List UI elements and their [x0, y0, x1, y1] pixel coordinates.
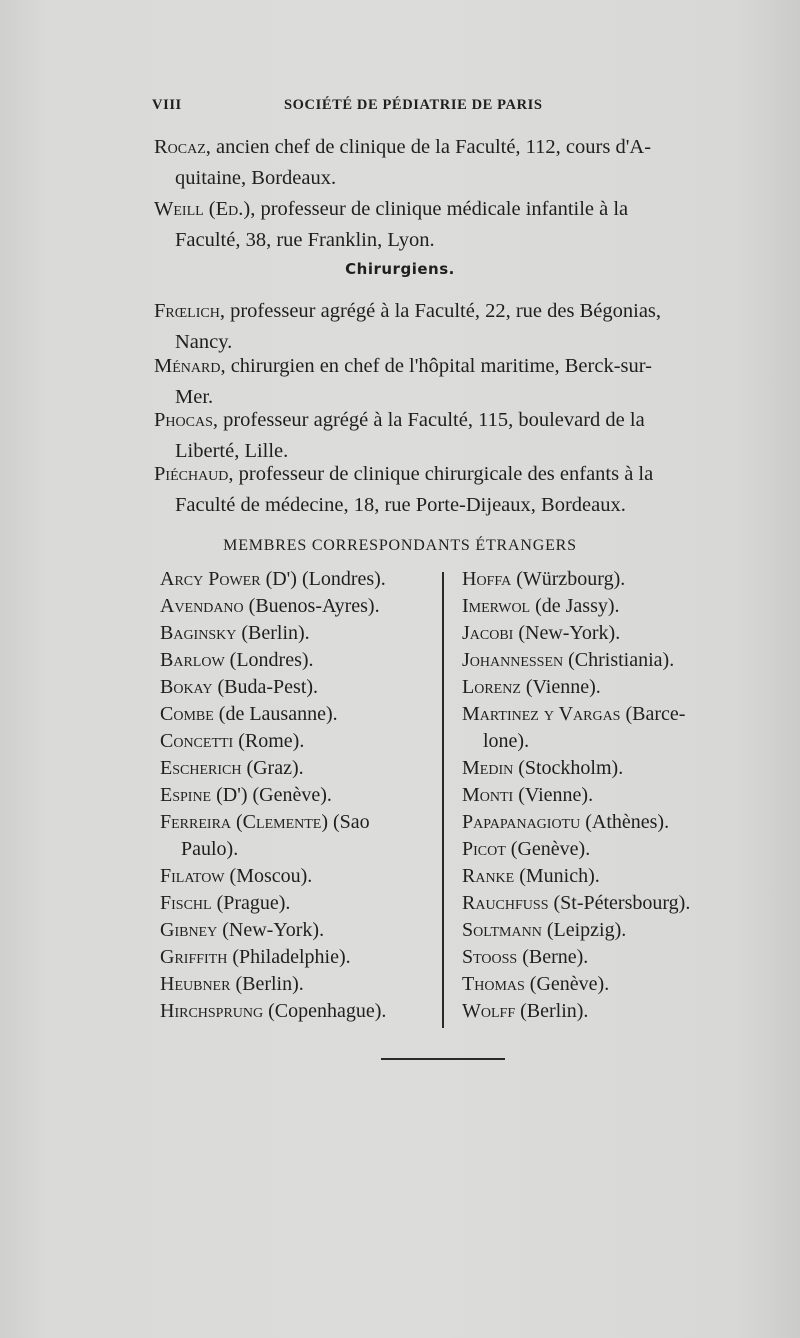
- member-location: (Athènes).: [580, 811, 670, 833]
- entry-name: Weill (Ed.): [154, 198, 251, 220]
- entry-text: , chirurgien en chef de l'hôpital maritime, Berck-sur-: [220, 355, 652, 377]
- member-location: (Buenos-Ayres).: [243, 595, 380, 617]
- member-name: Wolff: [462, 1000, 516, 1022]
- member-location: (Londres).: [224, 649, 314, 671]
- member-name: Heubner: [160, 973, 231, 995]
- member-location: (Berlin).: [230, 973, 304, 995]
- member-location: lone).: [483, 730, 530, 752]
- member-location: (Berlin).: [236, 622, 310, 644]
- member-name: Papapanagiotu: [462, 811, 581, 833]
- member-location: (Leipzig).: [541, 919, 627, 941]
- member-entry: [462, 863, 752, 890]
- member-location: (Rome).: [233, 730, 305, 752]
- member-name: Hoffa: [462, 568, 512, 590]
- member-name: Fischl: [160, 892, 212, 914]
- member-entry: [160, 863, 450, 890]
- entry-text-cont: Mer.: [175, 386, 214, 408]
- entry-text: , professeur agrégé à la Faculté, 22, rue des Bégonias,: [219, 300, 662, 322]
- member-location: (New-York).: [513, 622, 621, 644]
- member-entry: [160, 728, 450, 755]
- member-entry: [160, 944, 450, 971]
- member-entry: [462, 998, 752, 1025]
- member-name: Escherich: [160, 757, 242, 779]
- column-divider: [442, 572, 444, 1028]
- member-entry: [160, 701, 450, 728]
- entry-text: , professeur agrégé à la Faculté, 115, boulevard de la: [212, 409, 645, 431]
- member-location: (Philadelphie).: [227, 946, 351, 968]
- member-entry: [160, 836, 450, 863]
- member-name: Hirchsprung: [160, 1000, 264, 1022]
- entry-piechaud: [154, 459, 734, 521]
- member-location: (de Lausanne).: [213, 703, 338, 725]
- member-name: Concetti: [160, 730, 234, 752]
- member-location: (Vienne).: [520, 676, 601, 698]
- entry-name: Frœlich: [154, 300, 220, 322]
- member-location: (Prague).: [211, 892, 291, 914]
- member-name: Soltmann: [462, 919, 542, 941]
- entry-name: Phocas: [154, 409, 213, 431]
- member-location: (Copenhague).: [263, 1000, 387, 1022]
- member-entry: [462, 890, 752, 917]
- member-entry: [462, 809, 752, 836]
- member-location: (Berlin).: [515, 1000, 589, 1022]
- member-entry: [462, 728, 752, 755]
- member-name: Barlow: [160, 649, 225, 671]
- member-location: (D') (Genève).: [211, 784, 332, 806]
- member-entry: [462, 944, 752, 971]
- member-name: Filatow: [160, 865, 225, 887]
- entry-rocaz: [154, 132, 734, 194]
- member-entry: [462, 701, 752, 728]
- member-name: Imerwol: [462, 595, 531, 617]
- member-entry: [160, 620, 450, 647]
- member-name: Combe: [160, 703, 214, 725]
- member-entry: [462, 593, 752, 620]
- member-location: (Genève).: [505, 838, 591, 860]
- entry-name: Piéchaud: [154, 463, 229, 485]
- member-name: Picot: [462, 838, 506, 860]
- member-entry: [160, 809, 450, 836]
- member-location: (Stockholm).: [513, 757, 624, 779]
- page-title: SOCIÉTÉ DE PÉDIATRIE DE PARIS: [284, 97, 543, 113]
- member-entry: [462, 647, 752, 674]
- member-location: (Vienne).: [513, 784, 594, 806]
- member-location: (Christiania).: [563, 649, 675, 671]
- member-entry: [160, 890, 450, 917]
- member-location: (de Jassy).: [530, 595, 620, 617]
- member-location: (Graz).: [241, 757, 304, 779]
- member-entry: [160, 782, 450, 809]
- member-name: Ferreira (Clemente): [160, 811, 328, 833]
- entry-text: , professeur de clinique chirurgicale des enfants à la: [228, 463, 654, 485]
- member-location: (Berne).: [517, 946, 589, 968]
- entry-text: , ancien chef de clinique de la Faculté, 112, cours d'A-: [205, 136, 652, 158]
- member-entry: [160, 998, 450, 1025]
- member-location: (New-York).: [217, 919, 325, 941]
- member-entry: [160, 971, 450, 998]
- member-location: (Moscou).: [224, 865, 313, 887]
- member-name: Griffith: [160, 946, 228, 968]
- member-entry: [160, 917, 450, 944]
- member-location: (Munich).: [514, 865, 600, 887]
- member-location: (Barce-: [620, 703, 686, 725]
- members-column-left: [160, 566, 450, 1025]
- member-entry: [462, 836, 752, 863]
- entry-text-cont: Faculté de médecine, 18, rue Porte-Dijeaux, Bordeaux.: [175, 494, 626, 516]
- member-entry: [160, 593, 450, 620]
- member-name: Rauchfuss: [462, 892, 549, 914]
- member-entry: [160, 674, 450, 701]
- member-entry: [160, 566, 450, 593]
- end-rule: [381, 1058, 505, 1060]
- member-entry: [462, 755, 752, 782]
- members-column-right: [462, 566, 752, 1025]
- member-location: (Buda-Pest).: [212, 676, 319, 698]
- member-name: Thomas: [462, 973, 525, 995]
- member-name: Arcy Power: [160, 568, 261, 590]
- member-name: Stooss: [462, 946, 518, 968]
- member-name: Ranke: [462, 865, 515, 887]
- member-location: (St-Pétersbourg).: [548, 892, 691, 914]
- member-name: Espine: [160, 784, 212, 806]
- entry-phocas: [154, 405, 734, 467]
- member-entry: [462, 566, 752, 593]
- entry-name: Rocaz: [154, 136, 206, 158]
- entry-text-cont: Liberté, Lille.: [175, 440, 289, 462]
- member-entry: [160, 647, 450, 674]
- entry-text-cont: Faculté, 38, rue Franklin, Lyon.: [175, 229, 435, 251]
- member-entry: [462, 917, 752, 944]
- member-name: Monti: [462, 784, 514, 806]
- member-name: Bokay: [160, 676, 213, 698]
- entry-text: , professeur de clinique médicale infantile à la: [250, 198, 629, 220]
- member-name: Martinez y Vargas: [462, 703, 621, 725]
- member-location: Paulo).: [181, 838, 239, 860]
- member-location: (D') (Londres).: [260, 568, 386, 590]
- member-entry: [462, 620, 752, 647]
- member-name: Medin: [462, 757, 514, 779]
- member-entry: [462, 674, 752, 701]
- entry-froelich: [154, 296, 734, 358]
- member-name: Johannessen: [462, 649, 564, 671]
- member-entry: [462, 971, 752, 998]
- member-name: Jacobi: [462, 622, 514, 644]
- member-entry: [160, 755, 450, 782]
- entry-text-cont: quitaine, Bordeaux.: [175, 167, 337, 189]
- entry-text-cont: Nancy.: [175, 331, 233, 353]
- member-location: (Genève).: [524, 973, 610, 995]
- entry-name: Ménard: [154, 355, 221, 377]
- page-number: VIII: [152, 97, 182, 113]
- member-name: Baginsky: [160, 622, 237, 644]
- entry-menard: [154, 351, 734, 413]
- member-entry: [462, 782, 752, 809]
- member-name: Avendano: [160, 595, 244, 617]
- entry-weill: [154, 194, 734, 256]
- member-name: Lorenz: [462, 676, 521, 698]
- member-location: (Sao: [328, 811, 370, 833]
- section-title-surgeons: Chirurgiens.: [345, 260, 455, 278]
- member-name: Gibney: [160, 919, 218, 941]
- section-title-members: MEMBRES CORRESPONDANTS ÉTRANGERS: [223, 537, 577, 554]
- member-location: (Würzbourg).: [511, 568, 626, 590]
